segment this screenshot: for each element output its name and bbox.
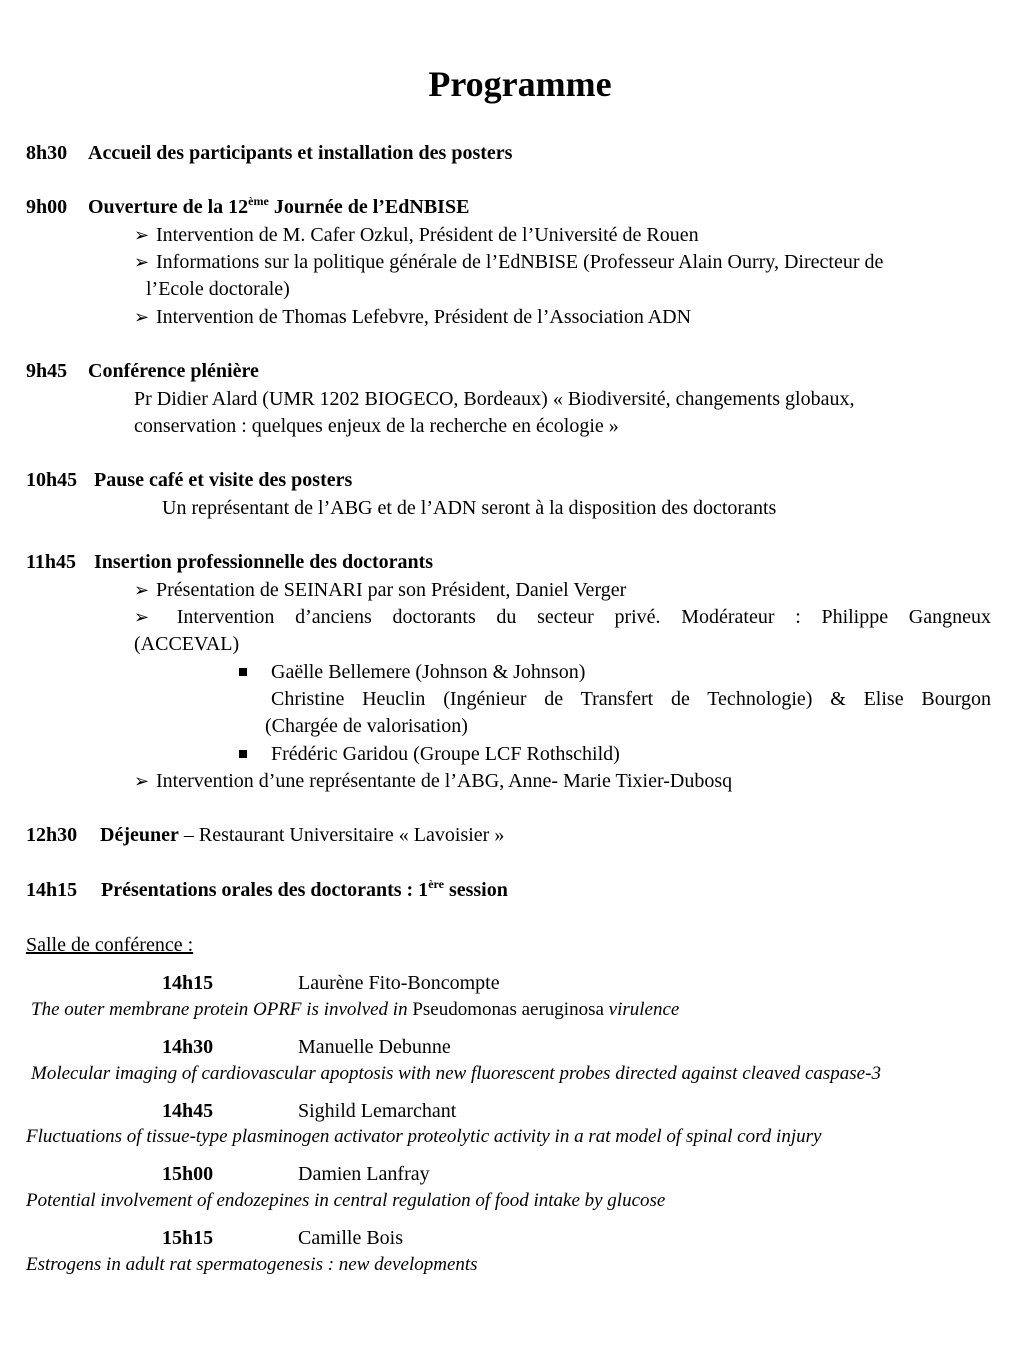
session-time: 10h45 — [26, 469, 78, 491]
session-label: Ouverture de la 12ème Journée de l’EdNBISE — [88, 194, 470, 218]
talk-speaker: Sighild Lemarchant — [298, 1100, 457, 1122]
session-time: 9h00 — [26, 196, 68, 218]
sub-list-item: Christine Heuclin (Ingénieur de Transfert de Technologie) & Elise Bourgon — [271, 686, 991, 713]
talk-title: Potential involvement of endozepines in central regulation of food intake by glucose — [26, 1190, 666, 1211]
session-time: 9h45 — [26, 360, 68, 382]
talk-speaker: Camille Bois — [298, 1227, 403, 1249]
talk-header — [162, 970, 500, 997]
session-detail: Un représentant de l’ABG et de l’ADN seront à la disposition des doctorants — [162, 497, 777, 519]
talk-speaker: Laurène Fito-Boncompte — [298, 972, 500, 994]
session-9h45 — [26, 358, 259, 385]
session-label: Conférence plénière — [88, 360, 259, 382]
session-12h30 — [26, 822, 504, 849]
talk-header — [162, 1225, 403, 1252]
talk-title: Molecular imaging of cardiovascular apoptosis with new fluorescent probes directed against cleaved caspase-3 — [31, 1063, 881, 1084]
talk-time: 15h15 — [162, 1227, 214, 1249]
sub-list-item-continuation: (Chargée de valorisation) — [265, 715, 468, 737]
session-11h45 — [26, 549, 433, 576]
session-label: Présentations orales des doctorants : 1ère session — [101, 877, 508, 901]
talk-time: 14h45 — [162, 1100, 214, 1122]
talk-header — [162, 1034, 451, 1061]
session-label: Déjeuner — [100, 824, 179, 846]
session-time: 11h45 — [26, 551, 77, 573]
session-label: Insertion professionnelle des doctorants — [94, 551, 434, 573]
session-time: 14h15 — [26, 879, 78, 901]
arrow-bullet-icon: ➢ — [134, 580, 150, 600]
sub-list-item: Frédéric Garidou (Groupe LCF Rothschild) — [271, 741, 620, 768]
session-time: 8h30 — [26, 142, 68, 164]
session-detail: Pr Didier Alard (UMR 1202 BIOGECO, Bordeaux) « Biodiversité, changements globaux, — [134, 388, 855, 410]
square-bullet-icon — [239, 750, 247, 758]
sub-list-item: Gaëlle Bellemere (Johnson & Johnson) — [271, 659, 585, 686]
talk-header — [162, 1161, 430, 1188]
session-8h30 — [26, 140, 512, 167]
session-14h15 — [26, 877, 508, 904]
talk-time: 14h15 — [162, 972, 214, 994]
session-10h45 — [26, 467, 352, 494]
list-item-continuation: (ACCEVAL) — [134, 633, 240, 655]
talk-title: Estrogens in adult rat spermatogenesis : new developments — [26, 1254, 478, 1275]
list-item: ➢ Intervention d’une représentante de l’ABG, Anne- Marie Tixier-Dubosq — [134, 768, 732, 795]
list-item: ➢ Intervention de Thomas Lefebvre, Président de l’Association ADN — [134, 304, 691, 331]
talk-speaker: Damien Lanfray — [298, 1163, 430, 1185]
talk-title: Fluctuations of tissue-type plasminogen activator proteolytic activity in a rat model of spinal cord injury — [26, 1126, 822, 1147]
square-bullet-icon — [239, 668, 247, 676]
list-item: ➢ Intervention d’anciens doctorants du secteur privé. Modérateur : Philippe Gangneux — [134, 604, 991, 631]
arrow-bullet-icon: ➢ — [134, 607, 150, 627]
session-9h00 — [26, 194, 469, 221]
list-item: ➢ Présentation de SEINARI par son Président, Daniel Verger — [134, 577, 626, 604]
session-label: Pause café et visite des posters — [94, 469, 353, 491]
list-item-continuation: l’Ecole doctorale) — [146, 278, 290, 300]
room-label: Salle de conférence : — [26, 934, 194, 956]
session-label: Accueil des participants et installation des posters — [88, 142, 513, 164]
arrow-bullet-icon: ➢ — [134, 307, 150, 327]
arrow-bullet-icon: ➢ — [134, 252, 150, 272]
page-title: Programme — [428, 64, 612, 104]
session-detail: – Restaurant Universitaire « Lavoisier » — [178, 824, 505, 846]
talk-time: 14h30 — [162, 1036, 214, 1058]
list-item: ➢ Informations sur la politique générale de l’EdNBISE (Professeur Alain Ourry, Directeur de — [134, 249, 883, 276]
talk-time: 15h00 — [162, 1163, 214, 1185]
session-time: 12h30 — [26, 824, 78, 846]
talk-speaker: Manuelle Debunne — [298, 1036, 451, 1058]
arrow-bullet-icon: ➢ — [134, 225, 150, 245]
list-item: ➢ Intervention de M. Cafer Ozkul, Président de l’Université de Rouen — [134, 222, 699, 249]
session-detail: conservation : quelques enjeux de la recherche en écologie » — [134, 415, 619, 437]
arrow-bullet-icon: ➢ — [134, 771, 150, 791]
talk-title: The outer membrane protein OPRF is involved in Pseudomonas aeruginosa virulence — [31, 999, 680, 1020]
talk-header — [162, 1098, 456, 1125]
